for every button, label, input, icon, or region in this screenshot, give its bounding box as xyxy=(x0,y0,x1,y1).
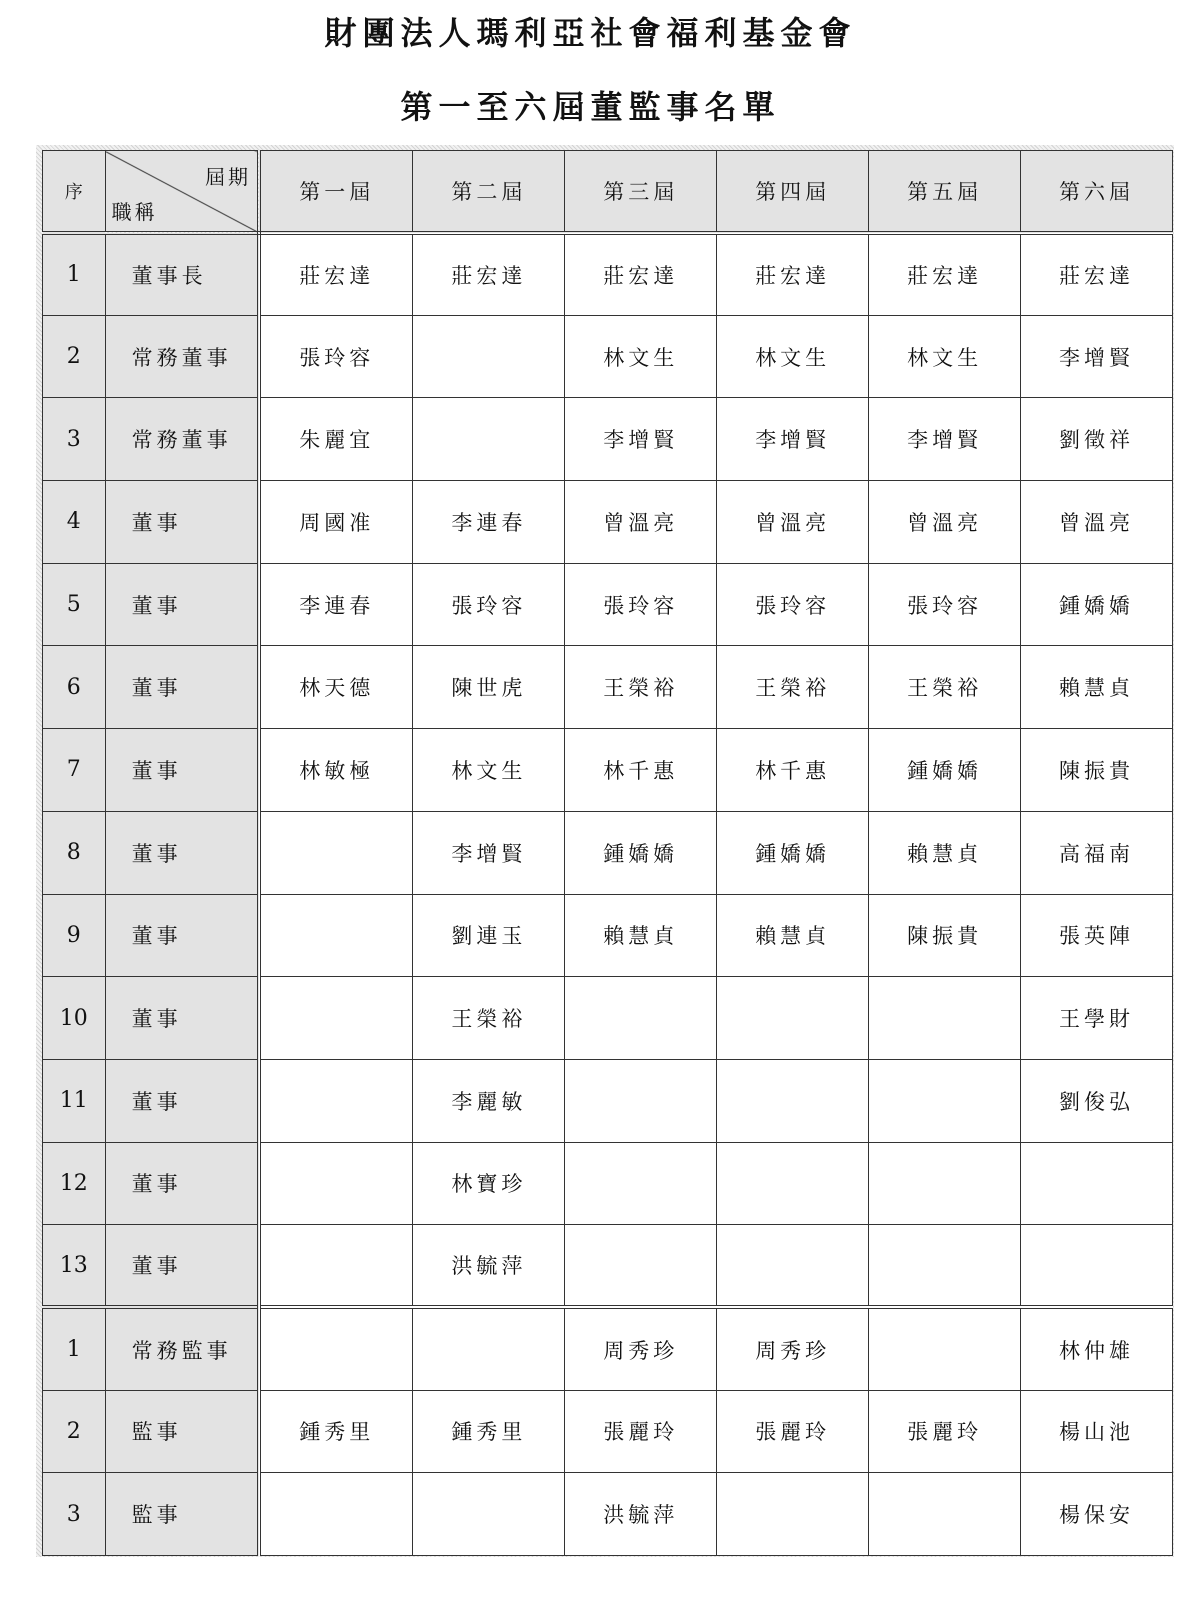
member-name-cell: 林天德 xyxy=(259,646,413,729)
row-seq: 11 xyxy=(43,1059,106,1142)
member-name-cell: 林敏極 xyxy=(259,729,413,812)
member-name-cell xyxy=(565,1059,717,1142)
position-title: 監事 xyxy=(105,1390,259,1473)
position-title: 常務董事 xyxy=(105,398,259,481)
member-name-cell xyxy=(1021,1225,1173,1308)
row-seq: 7 xyxy=(43,729,106,812)
member-name-cell: 洪毓萍 xyxy=(413,1225,565,1308)
member-name-cell: 張玲容 xyxy=(413,563,565,646)
term-header: 第五屆 xyxy=(869,151,1021,233)
position-title: 董事 xyxy=(105,811,259,894)
position-title: 監事 xyxy=(105,1473,259,1556)
member-name-cell: 陳振貴 xyxy=(869,894,1021,977)
member-name-cell xyxy=(565,1142,717,1225)
term-header: 第二屆 xyxy=(413,151,565,233)
director-row xyxy=(43,233,1173,316)
director-row xyxy=(43,481,1173,564)
position-title: 董事 xyxy=(105,646,259,729)
member-name-cell: 張玲容 xyxy=(717,563,869,646)
member-name-cell: 朱麗宜 xyxy=(259,398,413,481)
member-name-cell xyxy=(259,894,413,977)
member-name-cell: 鍾嬌嬌 xyxy=(1021,563,1173,646)
director-row xyxy=(43,977,1173,1060)
member-name-cell xyxy=(869,1225,1021,1308)
member-name-cell xyxy=(717,1059,869,1142)
member-name-cell: 陳世虎 xyxy=(413,646,565,729)
row-seq: 12 xyxy=(43,1142,106,1225)
member-name-cell xyxy=(565,1225,717,1308)
member-name-cell: 周國准 xyxy=(259,481,413,564)
row-seq: 1 xyxy=(43,233,106,316)
member-name-cell: 張麗玲 xyxy=(565,1390,717,1473)
term-header: 第一屆 xyxy=(259,151,413,233)
member-name-cell: 王榮裕 xyxy=(869,646,1021,729)
member-name-cell: 林文生 xyxy=(413,729,565,812)
member-name-cell: 林仲雄 xyxy=(1021,1307,1173,1390)
director-row xyxy=(43,1142,1173,1225)
member-name-cell: 鍾秀里 xyxy=(259,1390,413,1473)
member-name-cell: 張麗玲 xyxy=(717,1390,869,1473)
member-name-cell: 李連春 xyxy=(413,481,565,564)
director-row xyxy=(43,646,1173,729)
member-name-cell xyxy=(413,1473,565,1556)
position-title: 董事 xyxy=(105,729,259,812)
member-name-cell xyxy=(869,1142,1021,1225)
member-name-cell: 莊宏達 xyxy=(413,233,565,316)
position-title: 董事長 xyxy=(105,233,259,316)
term-header: 第六屆 xyxy=(1021,151,1173,233)
member-name-cell: 王榮裕 xyxy=(413,977,565,1060)
member-name-cell: 林文生 xyxy=(565,315,717,398)
director-row xyxy=(43,563,1173,646)
member-name-cell: 李增賢 xyxy=(413,811,565,894)
position-title: 常務董事 xyxy=(105,315,259,398)
supervisor-row xyxy=(43,1473,1173,1556)
member-name-cell: 王榮裕 xyxy=(565,646,717,729)
member-name-cell: 洪毓萍 xyxy=(565,1473,717,1556)
member-name-cell: 王榮裕 xyxy=(717,646,869,729)
member-name-cell: 楊保安 xyxy=(1021,1473,1173,1556)
member-name-cell xyxy=(869,1307,1021,1390)
member-name-cell: 張玲容 xyxy=(565,563,717,646)
member-name-cell: 曾溫亮 xyxy=(1021,481,1173,564)
row-seq: 13 xyxy=(43,1225,106,1308)
member-name-cell: 張玲容 xyxy=(259,315,413,398)
member-name-cell: 賴慧貞 xyxy=(1021,646,1173,729)
member-name-cell: 劉俊弘 xyxy=(1021,1059,1173,1142)
member-name-cell xyxy=(413,1307,565,1390)
member-name-cell: 賴慧貞 xyxy=(717,894,869,977)
director-row xyxy=(43,811,1173,894)
member-name-cell xyxy=(259,1142,413,1225)
position-title: 董事 xyxy=(105,563,259,646)
row-seq: 5 xyxy=(43,563,106,646)
member-name-cell: 曾溫亮 xyxy=(869,481,1021,564)
member-name-cell: 鍾秀里 xyxy=(413,1390,565,1473)
director-row xyxy=(43,894,1173,977)
member-name-cell: 王學財 xyxy=(1021,977,1173,1060)
board-members-table xyxy=(42,150,1173,1556)
row-seq: 8 xyxy=(43,811,106,894)
member-name-cell xyxy=(413,315,565,398)
row-seq: 10 xyxy=(43,977,106,1060)
position-label: 職稱 xyxy=(111,199,158,224)
member-name-cell: 周秀珍 xyxy=(565,1307,717,1390)
member-name-cell: 莊宏達 xyxy=(869,233,1021,316)
row-seq: 4 xyxy=(43,481,106,564)
row-seq: 6 xyxy=(43,646,106,729)
member-name-cell xyxy=(717,1142,869,1225)
row-seq: 1 xyxy=(43,1307,106,1390)
member-name-cell xyxy=(259,1059,413,1142)
supervisor-row xyxy=(43,1390,1173,1473)
member-name-cell xyxy=(717,1225,869,1308)
member-name-cell xyxy=(259,1225,413,1308)
term-header: 第三屆 xyxy=(565,151,717,233)
position-title: 董事 xyxy=(105,481,259,564)
director-row xyxy=(43,1225,1173,1308)
header-row xyxy=(43,151,1173,233)
seq-header: 序 xyxy=(43,151,106,233)
diagonal-header-cell xyxy=(105,151,259,233)
term-header: 第四屆 xyxy=(717,151,869,233)
member-name-cell: 林千惠 xyxy=(717,729,869,812)
member-name-cell xyxy=(1021,1142,1173,1225)
member-name-cell: 賴慧貞 xyxy=(565,894,717,977)
supervisor-row xyxy=(43,1307,1173,1390)
member-name-cell: 鍾嬌嬌 xyxy=(565,811,717,894)
member-name-cell: 張英陣 xyxy=(1021,894,1173,977)
member-name-cell xyxy=(259,977,413,1060)
position-title: 董事 xyxy=(105,894,259,977)
director-row xyxy=(43,1059,1173,1142)
member-name-cell: 周秀珍 xyxy=(717,1307,869,1390)
row-seq: 2 xyxy=(43,315,106,398)
row-seq: 3 xyxy=(43,398,106,481)
member-name-cell xyxy=(717,977,869,1060)
member-name-cell: 張麗玲 xyxy=(869,1390,1021,1473)
position-title: 董事 xyxy=(105,1142,259,1225)
row-seq: 9 xyxy=(43,894,106,977)
member-name-cell xyxy=(259,811,413,894)
member-name-cell: 林寶珍 xyxy=(413,1142,565,1225)
table-body xyxy=(43,233,1173,1556)
member-name-cell xyxy=(565,977,717,1060)
document-subtitle: 第一至六屆董監事名單 xyxy=(400,88,781,126)
member-name-cell: 林文生 xyxy=(717,315,869,398)
member-name-cell xyxy=(717,1473,869,1556)
member-name-cell: 李增賢 xyxy=(717,398,869,481)
member-name-cell: 曾溫亮 xyxy=(565,481,717,564)
member-name-cell: 林千惠 xyxy=(565,729,717,812)
row-seq: 2 xyxy=(43,1390,106,1473)
member-name-cell: 賴慧貞 xyxy=(869,811,1021,894)
member-name-cell: 高福南 xyxy=(1021,811,1173,894)
member-name-cell xyxy=(869,1473,1021,1556)
member-name-cell: 林文生 xyxy=(869,315,1021,398)
member-name-cell: 曾溫亮 xyxy=(717,481,869,564)
position-title: 常務監事 xyxy=(105,1307,259,1390)
member-name-cell xyxy=(259,1473,413,1556)
member-name-cell xyxy=(259,1307,413,1390)
row-seq: 3 xyxy=(43,1473,106,1556)
member-name-cell: 莊宏達 xyxy=(565,233,717,316)
position-title: 董事 xyxy=(105,1225,259,1308)
member-name-cell: 楊山池 xyxy=(1021,1390,1173,1473)
position-title: 董事 xyxy=(105,977,259,1060)
member-name-cell: 李增賢 xyxy=(565,398,717,481)
member-name-cell xyxy=(869,1059,1021,1142)
member-name-cell: 張玲容 xyxy=(869,563,1021,646)
member-name-cell: 莊宏達 xyxy=(259,233,413,316)
member-name-cell: 李增賢 xyxy=(869,398,1021,481)
member-name-cell xyxy=(413,398,565,481)
member-name-cell: 莊宏達 xyxy=(717,233,869,316)
member-name-cell: 陳振貴 xyxy=(1021,729,1173,812)
member-name-cell: 鍾嬌嬌 xyxy=(717,811,869,894)
member-name-cell xyxy=(869,977,1021,1060)
member-name-cell: 李連春 xyxy=(259,563,413,646)
term-label: 屆期 xyxy=(205,165,252,189)
member-name-cell: 劉連玉 xyxy=(413,894,565,977)
member-name-cell: 莊宏達 xyxy=(1021,233,1173,316)
director-row xyxy=(43,729,1173,812)
member-name-cell: 李增賢 xyxy=(1021,315,1173,398)
member-name-cell: 李麗敏 xyxy=(413,1059,565,1142)
member-name-cell: 鍾嬌嬌 xyxy=(869,729,1021,812)
position-title: 董事 xyxy=(105,1059,259,1142)
director-row xyxy=(43,398,1173,481)
member-name-cell: 劉徵祥 xyxy=(1021,398,1173,481)
document-title: 財團法人瑪利亞社會福利基金會 xyxy=(324,14,857,52)
director-row xyxy=(43,315,1173,398)
